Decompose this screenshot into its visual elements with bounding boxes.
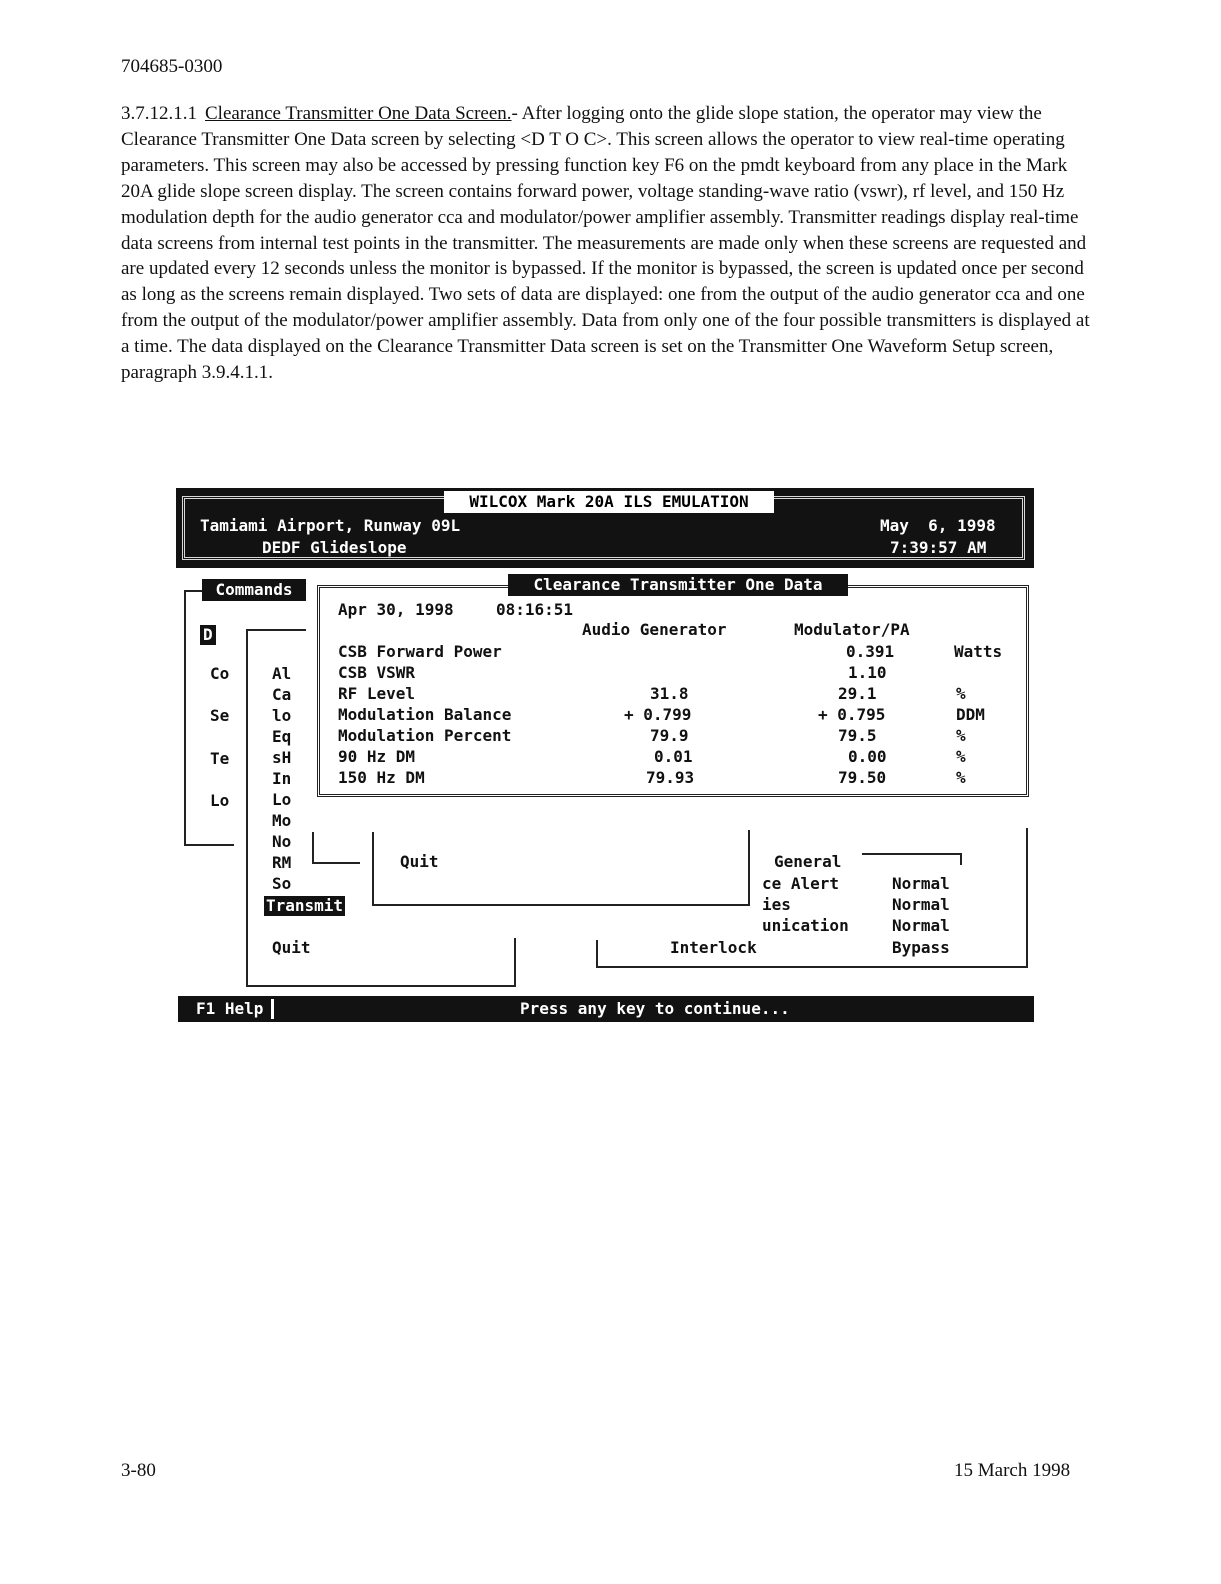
row-mod-csb-vswr: 1.10 bbox=[848, 663, 887, 682]
status-label-alert: ce Alert bbox=[762, 874, 840, 893]
commands-frame-left bbox=[184, 590, 186, 846]
general-title: General bbox=[774, 852, 842, 871]
general-frame-left bbox=[596, 940, 598, 968]
status-bar bbox=[178, 996, 1034, 1022]
row-audio-rf-level: 31.8 bbox=[650, 684, 689, 703]
section-body: - After logging onto the glide slope station, the operator may view the Clearance Transmitter One Data screen by selecting <D T O C>. This screen allows the operator to view real-time operating parameters. This screen may also be accessed by pressing function key F6 on the pmdt keyboard from any place in the Mark 20A glide slope screen display. The screen contains forward power, voltage standing-wave ratio (vswr), rf level, and 150 Hz modulation depth for the audio generator cca and modulator/power amplifier assembly. Transmitter readings display real-time data screens from internal test points in the transmitter. The measurements are made only when these screens are requested and are updated every 12 seconds unless the monitor is bypassed. If the monitor is bypassed, the screen is updated once per second as long as the screens remain displayed. Two sets of data are displayed: one from the output of the audio generator cca and one from the output of the modulator/power amplifier assembly. Data from only one of the four possible transmitters is displayed at a time. The data displayed on the Clearance Transmitter Data screen is set on the Transmitter One Waveform Setup screen, paragraph 3.9.4.1.1. bbox=[121, 103, 1090, 384]
menu-item-lo[interactable]: Lo bbox=[210, 791, 230, 810]
submenu-item-mo[interactable]: Mo bbox=[272, 811, 292, 830]
row-label-csb-vswr: CSB VSWR bbox=[338, 663, 416, 682]
row-mod-90hz-dm: 0.00 bbox=[848, 747, 887, 766]
quit-inner[interactable]: Quit bbox=[400, 852, 439, 871]
dialog-frame-left bbox=[372, 832, 374, 906]
submenu-item-lo2[interactable]: Lo bbox=[272, 790, 292, 809]
submenu-item-no[interactable]: No bbox=[272, 832, 292, 851]
site-name: Tamiami Airport, Runway 09L bbox=[200, 516, 461, 535]
submenu-item-lo[interactable]: lo bbox=[272, 706, 292, 725]
row-unit-150hz-dm: % bbox=[956, 768, 966, 787]
status-value-ies: Normal bbox=[892, 895, 950, 914]
row-label-150hz-dm: 150 Hz DM bbox=[338, 768, 425, 787]
status-label-ies: ies bbox=[762, 895, 791, 914]
commands-tab[interactable]: Commands bbox=[202, 579, 306, 601]
page-number: 3-80 bbox=[121, 1460, 156, 1481]
submenu-item-eq[interactable]: Eq bbox=[272, 727, 292, 746]
general-frame-bottom bbox=[596, 966, 1028, 968]
reading-date: Apr 30, 1998 bbox=[338, 600, 454, 619]
status-message: Press any key to continue... bbox=[520, 999, 790, 1018]
help-key[interactable]: F1 Help bbox=[182, 999, 274, 1019]
dialog-left-bottom bbox=[312, 862, 360, 864]
menu-item-se[interactable]: Se bbox=[210, 706, 230, 725]
status-value-interlock: Bypass bbox=[892, 938, 950, 957]
doc-number: 704685-0300 bbox=[121, 56, 223, 77]
status-value-communication: Normal bbox=[892, 916, 950, 935]
general-frame-right bbox=[1026, 828, 1028, 968]
status-value-alert: Normal bbox=[892, 874, 950, 893]
submenu-item-rm[interactable]: RM bbox=[272, 853, 292, 872]
dialog-frame-bottom bbox=[372, 904, 750, 906]
commands-frame-top bbox=[184, 590, 202, 592]
row-unit-modulation-balance: DDM bbox=[956, 705, 985, 724]
window-title: WILCOX Mark 20A ILS EMULATION bbox=[444, 491, 774, 513]
submenu-item-transmit[interactable]: Transmit bbox=[266, 896, 344, 915]
dialog-frame-right bbox=[748, 830, 750, 906]
row-mod-modulation-percent: 79.5 bbox=[838, 726, 877, 745]
header-time: 7:39:57 AM bbox=[890, 538, 987, 557]
quit-left[interactable]: Quit bbox=[272, 938, 311, 957]
row-unit-csb-forward-power: Watts bbox=[954, 642, 1003, 661]
submenu-item-so[interactable]: So bbox=[272, 874, 292, 893]
row-label-csb-forward-power: CSB Forward Power bbox=[338, 642, 502, 661]
row-mod-150hz-dm: 79.50 bbox=[838, 768, 887, 787]
row-mod-modulation-balance: + 0.795 bbox=[818, 705, 886, 724]
row-mod-rf-level: 29.1 bbox=[838, 684, 877, 703]
row-unit-rf-level: % bbox=[956, 684, 966, 703]
row-unit-90hz-dm: % bbox=[956, 747, 966, 766]
header-date: May 6, 1998 bbox=[880, 516, 996, 535]
row-unit-modulation-percent: % bbox=[956, 726, 966, 745]
section-title: Clearance Transmitter One Data Screen. bbox=[205, 103, 512, 124]
command-selector-badge[interactable]: D bbox=[200, 625, 216, 645]
submenu-item-in[interactable]: In bbox=[272, 769, 292, 788]
submenu-frame-top bbox=[246, 629, 306, 631]
submenu-frame-bottom bbox=[246, 985, 516, 987]
section-paragraph bbox=[121, 101, 1096, 386]
page-date: 15 March 1998 bbox=[954, 1460, 1071, 1481]
row-mod-csb-forward-power: 0.391 bbox=[846, 642, 895, 661]
reading-time: 08:16:51 bbox=[496, 600, 574, 619]
status-label-interlock: Interlock bbox=[670, 938, 757, 957]
terminal-screen bbox=[176, 488, 1034, 1024]
menu-item-te[interactable]: Te bbox=[210, 749, 230, 768]
submenu-frame-left bbox=[246, 629, 248, 985]
submenu-item-ca[interactable]: Ca bbox=[272, 685, 292, 704]
submenu-frame-right bbox=[514, 938, 516, 987]
commands-frame-bottom bbox=[184, 844, 234, 846]
station-name: DEDF Glideslope bbox=[262, 538, 407, 557]
menu-item-co[interactable]: Co bbox=[210, 664, 230, 683]
row-label-rf-level: RF Level bbox=[338, 684, 416, 703]
submenu-item-sh[interactable]: sH bbox=[272, 748, 292, 767]
header-bar bbox=[176, 488, 1034, 568]
row-label-modulation-balance: Modulation Balance bbox=[338, 705, 512, 724]
status-label-communication: unication bbox=[762, 916, 849, 935]
section-number: 3.7.12.1.1 bbox=[121, 103, 197, 124]
general-frame-top bbox=[862, 853, 962, 855]
row-audio-90hz-dm: 0.01 bbox=[654, 747, 693, 766]
row-audio-150hz-dm: 79.93 bbox=[646, 768, 695, 787]
column-header-audio-generator: Audio Generator bbox=[582, 620, 727, 639]
row-audio-modulation-balance: + 0.799 bbox=[624, 705, 692, 724]
submenu-item-al[interactable]: Al bbox=[272, 664, 292, 683]
row-label-modulation-percent: Modulation Percent bbox=[338, 726, 512, 745]
panel-title: Clearance Transmitter One Data bbox=[508, 574, 848, 596]
dialog-left-edge bbox=[312, 832, 314, 864]
row-label-90hz-dm: 90 Hz DM bbox=[338, 747, 416, 766]
row-audio-modulation-percent: 79.9 bbox=[650, 726, 689, 745]
column-header-modulator-pa: Modulator/PA bbox=[794, 620, 910, 639]
general-frame-corner bbox=[960, 853, 962, 865]
